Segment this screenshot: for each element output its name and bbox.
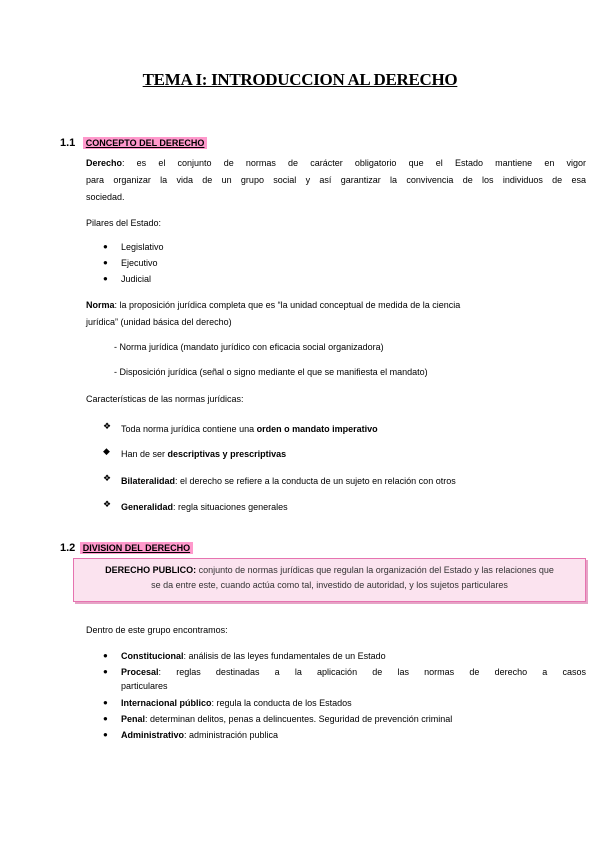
item-text: Han de ser (121, 449, 168, 459)
list-item: Judicial (121, 274, 152, 284)
item-bold: descriptivas y prescriptivas (167, 449, 287, 459)
item-text: : análisis de las leyes fundamentales de un Estado (183, 651, 386, 661)
bullet-icon: ● (103, 698, 108, 707)
derecho-publico-term: DERECHO PUBLICO: (105, 565, 197, 575)
four-diamond-icon: ❖ (103, 421, 112, 431)
derecho-publico-text (74, 559, 585, 593)
item-bold: Generalidad (121, 502, 174, 512)
norma-term: Norma (86, 300, 115, 310)
list-item (121, 648, 386, 665)
item-text: Toda norma jurídica contiene una (121, 424, 257, 434)
bullet-icon: ● (103, 667, 108, 676)
bullet-icon: ● (103, 651, 108, 660)
item-text: : reglas destinadas a la aplicación de las normas de derecho a casos (158, 667, 586, 677)
section-label: DIVISION DEL DERECHO (80, 542, 193, 554)
list-item (121, 727, 278, 744)
item-bold: Penal (121, 714, 146, 724)
list-item (121, 421, 378, 438)
diamond-icon: ◆ (103, 446, 110, 456)
item-bold: orden o mandato imperativo (256, 424, 378, 434)
section-label: CONCEPTO DEL DERECHO (83, 137, 208, 149)
bullet-icon: ● (103, 730, 108, 739)
item-bold: Administrativo (121, 730, 185, 740)
item-text: : el derecho se refiere a la conducta de un sujeto en relación con otros (175, 476, 456, 486)
norma-text-2: jurídica” (unidad básica del derecho) (86, 317, 232, 327)
list-item-continuation: particulares (121, 681, 168, 691)
page-title: TEMA I: INTRODUCCION AL DERECHO (142, 70, 458, 89)
derecho-text-3: sociedad. (86, 192, 125, 202)
four-diamond-icon: ❖ (103, 473, 112, 483)
section-heading-2 (60, 538, 193, 556)
section-number: 1.1 (60, 137, 76, 149)
list-item (121, 664, 586, 681)
derecho-definition (86, 155, 586, 206)
sub-item-disposicion-juridica: - Disposición jurídica (señal o signo mediante el que se manifiesta el mandato) (114, 367, 428, 377)
four-diamond-icon: ❖ (103, 499, 112, 509)
section-heading-1 (60, 133, 207, 151)
bullet-icon: ● (103, 714, 108, 723)
list-item (121, 711, 452, 728)
list-item (121, 446, 286, 463)
sub-item-norma-juridica: - Norma jurídica (mandato jurídico con eficacia social organizadora) (114, 342, 384, 352)
norma-text-1: : la proposición jurídica completa que es “la unidad conceptual de medida de la ciencia (114, 300, 461, 310)
item-text: : regla situaciones generales (173, 502, 288, 512)
section-number: 1.2 (60, 542, 76, 554)
derecho-text-1: : es el conjunto de normas de carácter obligatorio que el Estado mantiene en vigor (122, 158, 586, 168)
item-bold: Procesal (121, 667, 159, 677)
list-item (121, 695, 352, 712)
item-bold: Internacional público (121, 698, 212, 708)
pilares-label: Pilares del Estado: (86, 218, 162, 228)
item-text: : regula la conducta de los Estados (211, 698, 352, 708)
item-bold: Bilateralidad (121, 476, 176, 486)
box-text-1: conjunto de normas jurídicas que regulan la organización del Estado y las relaciones que (196, 565, 554, 575)
norma-definition (86, 297, 586, 331)
bullet-icon: ● (103, 258, 108, 267)
list-item: Ejecutivo (121, 258, 158, 268)
item-text: : administración publica (184, 730, 279, 740)
derecho-term: Derecho (86, 158, 123, 168)
derecho-publico-box (73, 558, 586, 602)
dentro-label: Dentro de este grupo encontramos: (86, 625, 228, 635)
box-text-2: se da entre este, cuando actúa como tal, investido de autoridad, y los sujetos particulares (151, 580, 508, 590)
bullet-icon: ● (103, 242, 108, 251)
derecho-text-2: para organizar la vida de un grupo social y así garantizar la convivencia de los individuos de esa (86, 175, 586, 185)
list-item (121, 473, 456, 490)
bullet-icon: ● (103, 274, 108, 283)
list-item (121, 499, 288, 516)
caracteristicas-label: Características de las normas jurídicas: (86, 394, 244, 404)
item-bold: Constitucional (121, 651, 184, 661)
item-text: : determinan delitos, penas a delincuentes. Seguridad de prevención criminal (145, 714, 453, 724)
list-item: Legislativo (121, 242, 164, 252)
